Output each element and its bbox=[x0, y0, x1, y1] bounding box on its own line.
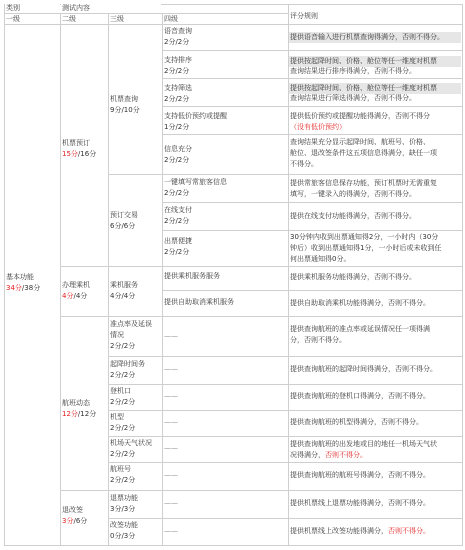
refund-dash: —— bbox=[164, 499, 178, 507]
level3-query bbox=[109, 94, 162, 118]
row-sorting bbox=[163, 55, 288, 77]
refund-label: 退改签 bbox=[62, 506, 83, 514]
dynamics-item-punctuality bbox=[109, 319, 162, 355]
dynamics-score: 2分/2分 bbox=[110, 424, 136, 432]
refund-score: 3分/3分 bbox=[110, 505, 136, 513]
refund-l3: 改签功能 bbox=[110, 521, 138, 529]
refund-rule bbox=[289, 526, 461, 537]
dynamics-rule-b1: 况得满分， bbox=[290, 451, 325, 459]
row-rule-a: 查询结果充分显示起降时间、航班号、价格、 bbox=[290, 138, 430, 146]
checkin-l3: 乘机服务 bbox=[110, 281, 138, 289]
row-rule-a: 提供常旅客信息保存功能，预订机票时无需重复 bbox=[290, 179, 437, 187]
dynamics-dash: —— bbox=[164, 365, 178, 373]
row-score: 2分/2分 bbox=[164, 95, 190, 103]
header-level1: 一级 bbox=[5, 14, 60, 24]
dynamics-l3: 起降时间务 bbox=[110, 360, 145, 368]
row-l4: 在线支付 bbox=[164, 206, 192, 214]
row-rule-a: 30分钟内收到出票通知得2分，一小时内（30分 bbox=[290, 233, 439, 241]
row-score: 1分/2分 bbox=[164, 123, 190, 131]
refund-score-red: 3分 bbox=[62, 517, 74, 525]
refund-score-total: /6分 bbox=[73, 517, 88, 525]
dynamics-rule-b bbox=[289, 450, 461, 461]
dynamics-label: 航班动态 bbox=[62, 399, 90, 407]
row-rule-b: 填写，一键录入的得满分，否则不得分。 bbox=[290, 190, 416, 198]
level3-checkin-service bbox=[109, 280, 162, 304]
refund-dash: —— bbox=[164, 527, 178, 535]
dynamics-rule: 提供查询航班的准点率或延误情况任一项得满 bbox=[290, 325, 430, 333]
row-score: 2分/2分 bbox=[164, 38, 190, 46]
payment-score: 6分/6分 bbox=[110, 222, 136, 230]
row-filtering bbox=[163, 83, 288, 105]
header-test-content: 测试内容 bbox=[61, 4, 161, 13]
row-rule-b: 查询结果进行排序得满分，否则不得分。 bbox=[290, 67, 416, 75]
level1-label: 基本功能 bbox=[6, 273, 34, 281]
header-scoring-rules: 评分规则 bbox=[289, 11, 459, 22]
dynamics-rule-b2: 否则不得分。 bbox=[325, 451, 367, 459]
header-category: 类别 bbox=[5, 4, 60, 13]
level2-booking bbox=[61, 138, 108, 162]
refund-score bbox=[62, 516, 107, 527]
dynamics-item-aircraft bbox=[109, 412, 162, 434]
dynamics-l3: 机型 bbox=[110, 413, 124, 421]
row-ticketing bbox=[163, 236, 288, 258]
row-score: 2分/2分 bbox=[164, 156, 190, 164]
booking-score-total: /16分 bbox=[77, 150, 97, 158]
row-l4: 一键填写常旅客信息 bbox=[164, 178, 227, 186]
checkin-l3-score: 4分/4分 bbox=[110, 292, 136, 300]
dynamics-item-times bbox=[109, 359, 162, 381]
dynamics-rule: 提供查询航班的登机口得满分，否则不得分。 bbox=[290, 392, 430, 400]
dynamics-score: 2分/2分 bbox=[110, 398, 136, 406]
booking-label: 机票预订 bbox=[62, 139, 90, 147]
checkin-label: 办理乘机 bbox=[62, 281, 90, 289]
row-rule: 提供低价预约或提醒功能得满分，否则不得分 bbox=[290, 112, 430, 120]
refund-rule-a: 提供机票线上改签功能得满分， bbox=[290, 527, 388, 535]
dynamics-dash: —— bbox=[164, 471, 178, 479]
refund-score: 0分/3分 bbox=[110, 532, 136, 540]
dynamics-score: 2分/2分 bbox=[110, 371, 136, 379]
row-one-click-fill bbox=[163, 177, 288, 199]
dynamics-item-weather bbox=[109, 438, 162, 460]
dynamics-l3: 登机口 bbox=[110, 387, 131, 395]
dynamics-score bbox=[62, 409, 107, 420]
dynamics-l3-b: 情况 bbox=[110, 331, 124, 339]
dynamics-dash: —— bbox=[164, 444, 178, 452]
row-score: 2分/2分 bbox=[164, 189, 190, 197]
refund-item-refund bbox=[109, 493, 162, 515]
row-score: 2分/2分 bbox=[164, 248, 190, 256]
row-score: 2分/2分 bbox=[164, 67, 190, 75]
dynamics-l3: 机场天气状况 bbox=[110, 439, 152, 447]
booking-score-red: 15分 bbox=[62, 150, 78, 158]
dynamics-item-flight-no bbox=[109, 464, 162, 486]
row-voice-query bbox=[163, 26, 288, 48]
row-rule-c: 何出票通知得0分。 bbox=[290, 255, 351, 263]
dynamics-score-red: 12分 bbox=[62, 410, 78, 418]
dynamics-rule-b: 分，否则不得分。 bbox=[290, 336, 346, 344]
row-l4: 支持筛选 bbox=[164, 84, 192, 92]
checkin-item-rule: 提供乘机服务功能得满分，否则不得分。 bbox=[290, 273, 416, 281]
header-level3: 三级 bbox=[109, 14, 162, 24]
dynamics-score: 2分/2分 bbox=[110, 476, 136, 484]
header-level2: 二级 bbox=[61, 14, 108, 24]
checkin-score-total: /4分 bbox=[73, 292, 88, 300]
row-l4: 支持低价预约或提醒 bbox=[164, 112, 227, 120]
refund-rule: 提供机票线上退票功能得满分，否则不得分。 bbox=[290, 499, 430, 507]
row-rule-c: 不得分。 bbox=[290, 160, 318, 168]
row-l4: 语音查询 bbox=[164, 27, 192, 35]
row-rule: 提供在线支付功能得满分，否则不得分。 bbox=[290, 212, 416, 220]
row-rule-b: 钟后）收到出票通知得1分，一小时后或未收到任 bbox=[290, 244, 442, 252]
checkin-score bbox=[62, 291, 107, 302]
row-note: （没有低价预约） bbox=[290, 123, 346, 131]
checkin-score-red: 4分 bbox=[62, 292, 74, 300]
row-rule-a: 提供按起降时间、价格、舱位等任一维度对机票 bbox=[289, 83, 461, 94]
row-rule-a: 提供按起降时间、价格、舱位等任一维度对机票 bbox=[289, 56, 461, 67]
query-score: 9分/10分 bbox=[110, 106, 140, 114]
dynamics-item-gate bbox=[109, 386, 162, 408]
row-l4: 信息充分 bbox=[164, 145, 192, 153]
row-low-price-alert bbox=[163, 111, 288, 133]
level1-score-total: /38分 bbox=[21, 284, 41, 292]
query-label: 机票查询 bbox=[110, 95, 138, 103]
row-l4: 出票便捷 bbox=[164, 237, 192, 245]
level2-flight-dynamics bbox=[61, 398, 108, 422]
row-score: 2分/2分 bbox=[164, 217, 190, 225]
booking-score bbox=[62, 149, 107, 160]
payment-label: 预订交易 bbox=[110, 211, 138, 219]
checkin-item: 提供自助取消乘机服务 bbox=[164, 298, 234, 306]
dynamics-rule: 提供查询航班的出发地或目的地任一机场天气状 bbox=[290, 440, 437, 448]
row-rule: 提供语音输入进行机票查询得满分，否则不得分。 bbox=[289, 32, 461, 43]
dynamics-rule: 提供查询航班的机型得满分，否则不得分。 bbox=[290, 418, 423, 426]
dynamics-dash: —— bbox=[164, 332, 178, 340]
refund-l3: 退票功能 bbox=[110, 494, 138, 502]
row-rule-b: 舱位、退改签条件这五项信息得满分，缺任一项 bbox=[290, 149, 437, 157]
dynamics-dash: —— bbox=[164, 392, 178, 400]
checkin-item: 提供乘机服务服务 bbox=[164, 272, 220, 280]
row-info-sufficient bbox=[163, 144, 288, 166]
dynamics-score: 2分/2分 bbox=[110, 342, 136, 350]
dynamics-score-total: /12分 bbox=[77, 410, 97, 418]
level2-refund bbox=[61, 505, 108, 529]
level1-score bbox=[6, 283, 59, 294]
dynamics-dash: —— bbox=[164, 418, 178, 426]
dynamics-rule: 提供查询航班的起降时间得满分，否则不得分。 bbox=[290, 365, 437, 373]
header-level4: 四级 bbox=[163, 14, 288, 24]
refund-rule-b: 否则不得分。 bbox=[388, 527, 430, 535]
level2-checkin bbox=[61, 280, 108, 304]
level1-score-red: 34分 bbox=[6, 284, 22, 292]
level3-payment bbox=[109, 210, 162, 234]
checkin-item-rule: 提供自助取消乘机功能得满分，否则不得分。 bbox=[290, 299, 430, 307]
level1-basic-functions bbox=[5, 272, 60, 296]
dynamics-rule: 提供查询航班的航班号得满分，否则不得分。 bbox=[290, 471, 430, 479]
row-rule-b: 查询结果进行筛选得满分，否则不得分。 bbox=[290, 94, 416, 102]
dynamics-l3: 航班号 bbox=[110, 465, 131, 473]
refund-item-change bbox=[109, 520, 162, 542]
row-online-payment bbox=[163, 205, 288, 227]
dynamics-l3: 准点率及延误 bbox=[110, 320, 152, 328]
dynamics-score: 2分/2分 bbox=[110, 450, 136, 458]
row-l4: 支持排序 bbox=[164, 56, 192, 64]
